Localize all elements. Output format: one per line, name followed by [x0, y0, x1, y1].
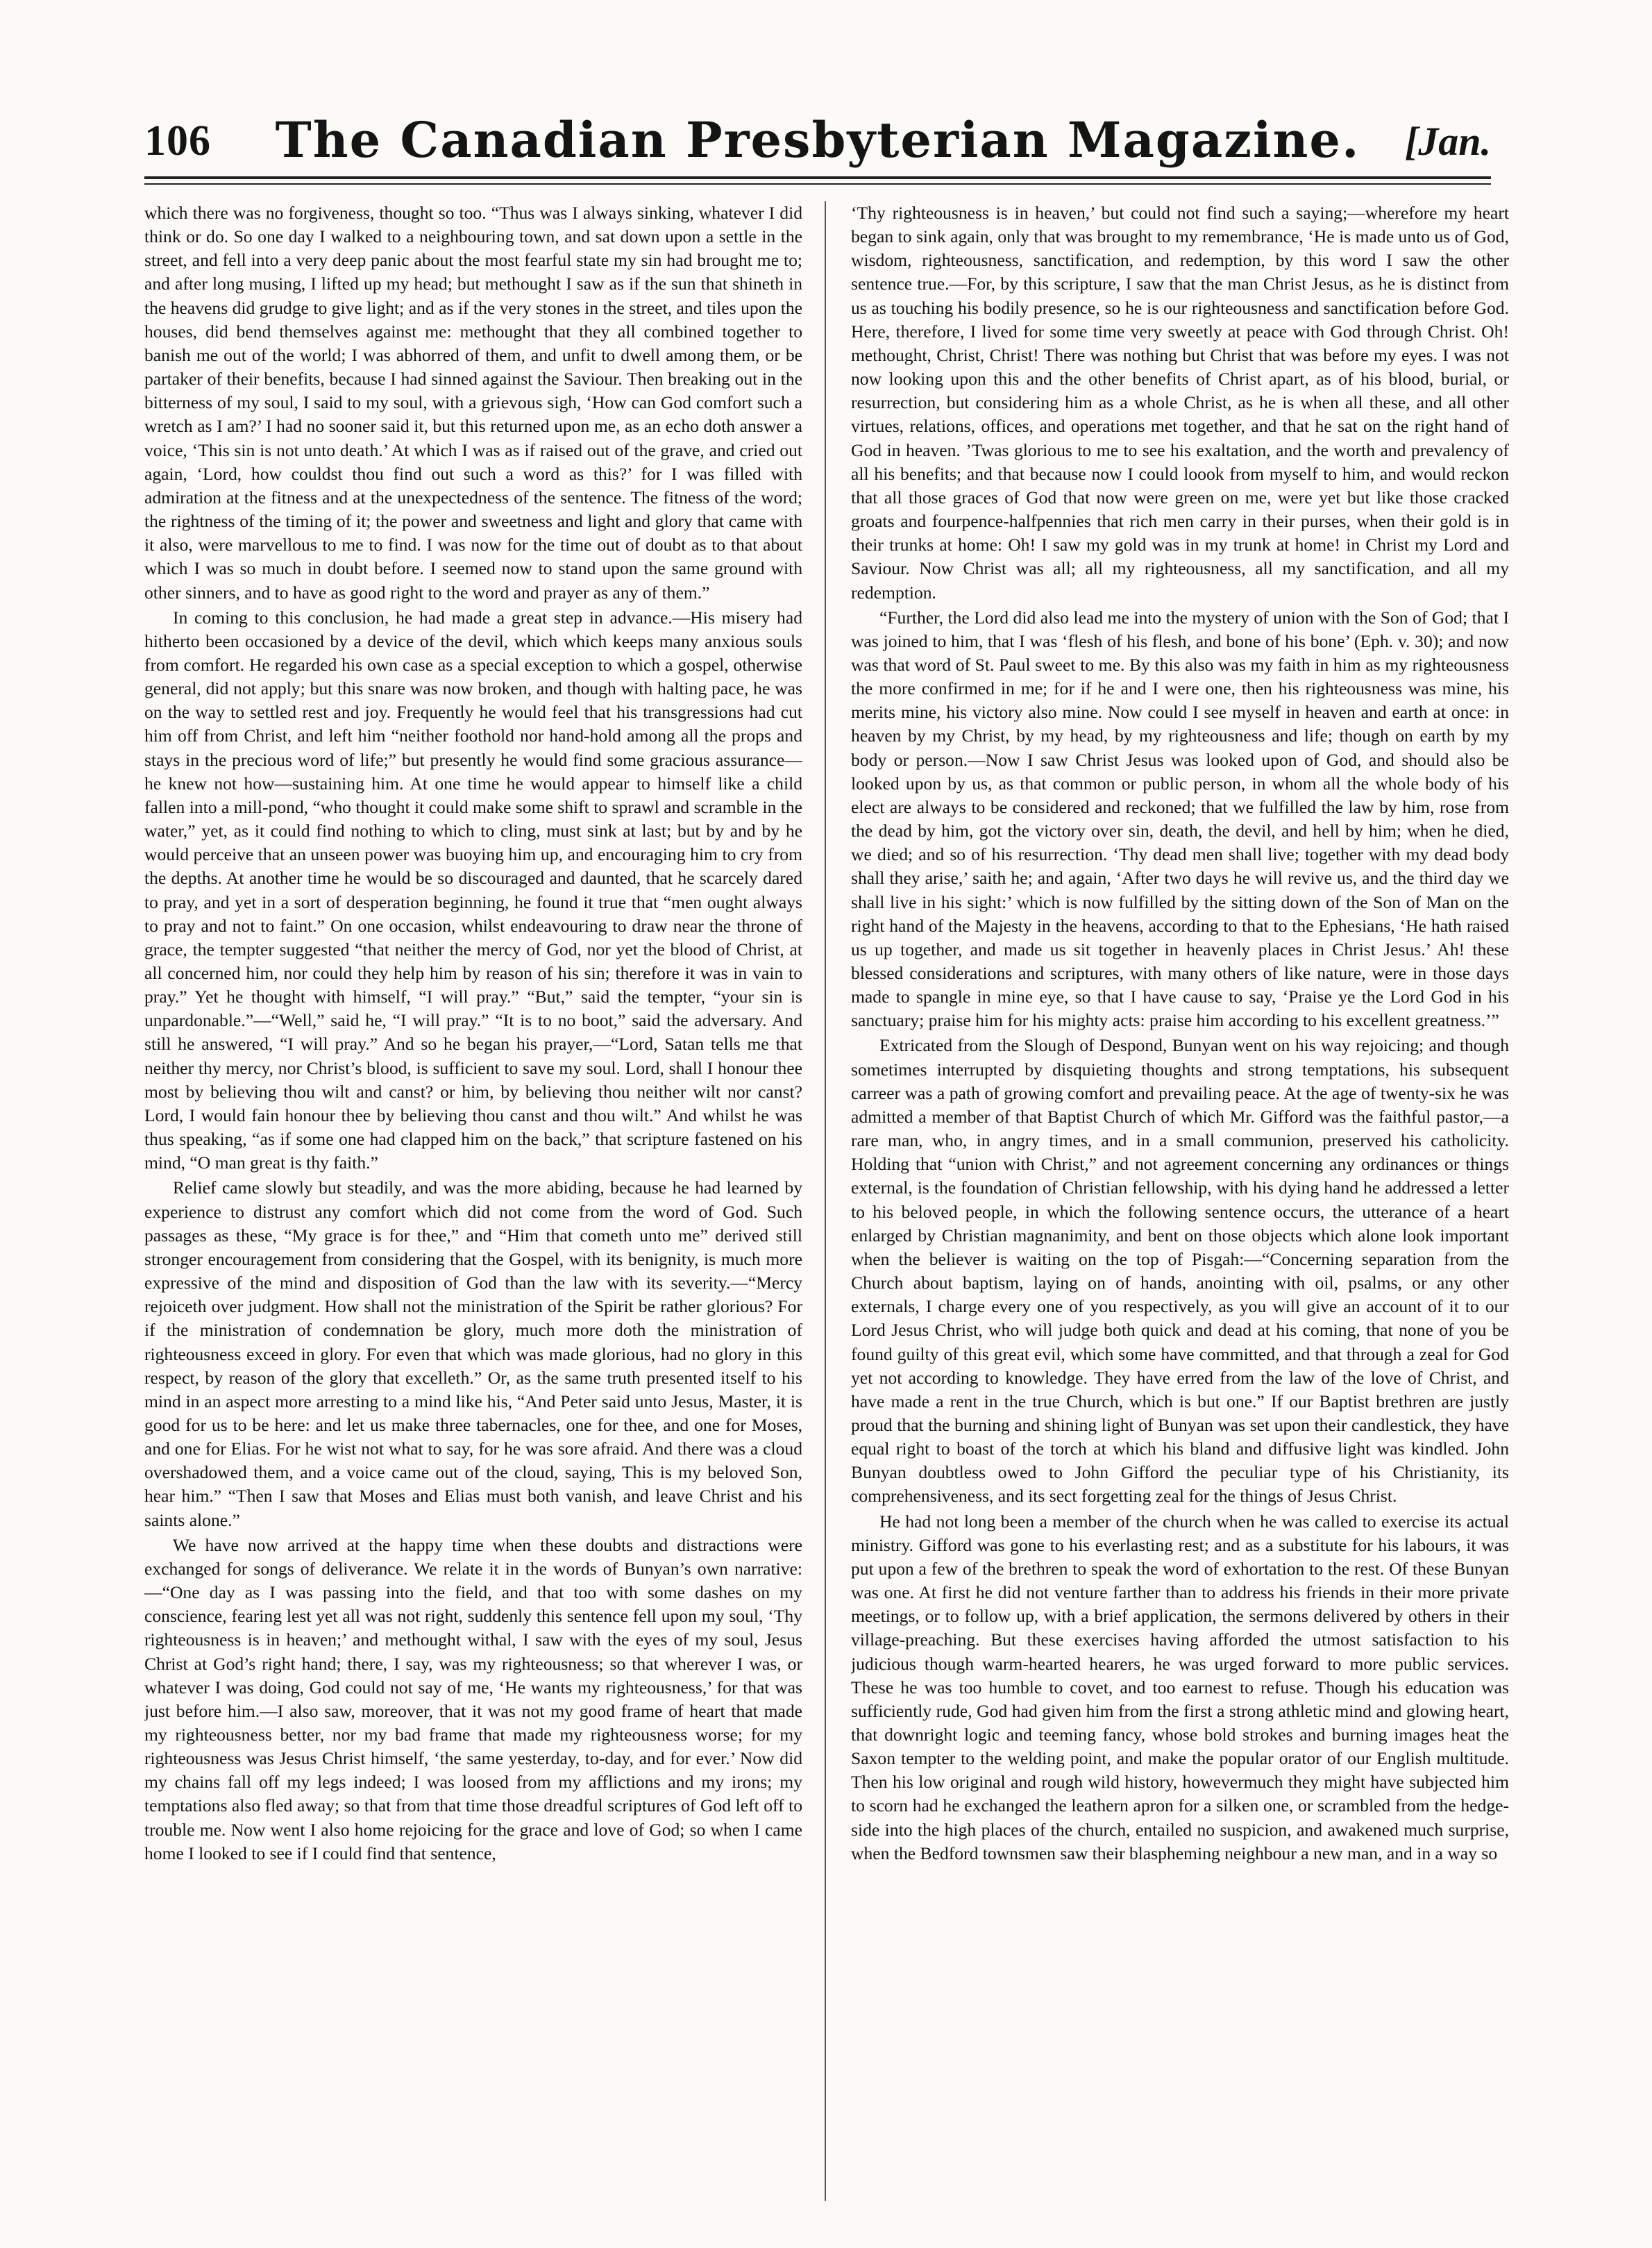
- header-rule-thin: [144, 183, 1491, 185]
- left-column: [144, 201, 802, 2215]
- paragraph: which there was no forgiveness, thought so too. “Thus was I always sinking, whatever I did think or do. So one day I walked to a neighbouring town, and sat down upon a settle in the street, and fell into a very deep panic about the most fearful state my sin had brought me to; and after long musing, I lifted up my head; but methought I saw as if the sun that shineth in the heavens did grudge to give light; and as if the very stones in the street, and tiles upon the houses, did bend themselves against me: methought that they all combined together to banish me out of the world; I was abhorred of them, and unfit to dwell among them, or be partaker of their benefits, because I had sinned against the Saviour. Then breaking out in the bitterness of my soul, I said to my soul, with a grievous sigh, ‘How can God comfort such a wretch as I am?’ I had no sooner said it, but this returned upon me, as an echo doth answer a voice, ‘This sin is not unto death.’ At which I was as if raised out of the grave, and cried out again, ‘Lord, how couldst thou find out such a word as this?’ for I was filled with admiration at the fitness and at the unexpectedness of the sentence. The fitness of the word; the rightness of the timing of it; the power and sweetness and light and glory that came with it also, were marvellous to me to find. I was now for the time out of doubt as to that about which I was so much in doubt before. I seemed now to stand upon the same ground with other sinners, and to have as good right to the word and prayer as any of them.”: [144, 203, 802, 603]
- paragraph: He had not long been a member of the church when he was called to exercise its actual ministry. Gifford was gone to his everlasting rest; and as a substitute for his labours, it was put upon a few of the brethren to speak the word of exhortation to the rest. Of these Bunyan was one. At first he did not venture farther than to address his friends in their more private meetings, or to follow up, with a brief application, the sermons delivered by others in their village-preaching. But these exercises having afforded the utmost satisfaction to his judicious though warm-hearted hearers, he was urged forward to more public services. These he was too humble to covet, and too earnest to refuse. Though his education was sufficiently rude, God had given him from the first a strong athletic mind and glowing heart, that downright logic and teeming fancy, whose bold strokes and burning images heat the Saxon tempter to the welding point, and make the popular orator of our English multitude. Then his low original and rough wild history, howevermuch they might have subjected him to scorn had he exchanged the leathern apron for a silken one, or scrambled from the hedge-side into the high places of the church, entailed no suspicion, and awakened much surprise, when the Bedford townsmen saw their blaspheming neighbour a new man, and in a way so: [851, 1511, 1509, 1863]
- right-column: [851, 201, 1509, 2215]
- masthead-title: The Canadian Presbyterian Magazine.: [275, 111, 1360, 169]
- issue-month: [Jan.: [1404, 119, 1491, 164]
- paragraph: ‘Thy righteousness is in heaven,’ but could not find such a saying;—wherefore my heart began to sink again, only that was brought to my remembrance, ‘He is made unto us of God, wisdom, righteousness, sanctification, and redemption, by this word I saw the other sentence true.—For, by this scripture, I saw that the man Christ Jesus, as he is distinct from us as touching his bodily presence, so he is our righteousness and sanctification before God. Here, therefore, I lived for some time very sweetly at peace with God through Christ. Oh! methought, Christ, Christ! There was nothing but Christ that was before my eyes. I was not now looking upon this and the other benefits of Christ apart, as of his blood, burial, or resurrection, but considering him as a whole Christ, as he is when all these, and all other virtues, relations, offices, and operations met together, and that he sat on the right hand of God in heaven. ’Twas glorious to me to see his exaltation, and the worth and prevalency of all his benefits; and that because now I could loook from myself to him, and would reckon that all those graces of God that now were green on me, were yet but like those cracked groats and fourpence-halfpennies that rich men carry in their purses, when their gold is in their trunks at home: Oh! I saw my gold was in my trunk at home! in Christ my Lord and Saviour. Now Christ was all; all my righteousness, all my sanctification, and all my redemption.: [851, 203, 1509, 603]
- paragraph: We have now arrived at the happy time when these doubts and distractions were exchanged for songs of deliverance. We relate it in the words of Bunyan’s own narrative:—“One day as I was passing into the field, and that too with some dashes on my conscience, fearing lest yet all was not right, suddenly this sentence fell upon my soul, ‘Thy righteousness is in heaven;’ and methought withal, I saw with the eyes of my soul, Jesus Christ at God’s right hand; there, I say, was my righteousness; so that wherever I was, or whatever I was doing, God could not say of me, ‘He wants my righteousness,’ for that was just before him.—I also saw, moreover, that it was not my good frame of heart that made my righteousness better, nor my bad frame that made my righteousness worse; for my righteousness was Jesus Christ himself, ‘the same yesterday, to-day, and for ever.’ Now did my chains fall off my legs indeed; I was loosed from my afflictions and my irons; my temptations also fled away; so that from that time those dreadful scriptures of God left off to trouble me. Now went I also home rejoicing for the grace and love of God; so when I came home I looked to see if I could find that sentence,: [144, 1534, 802, 1863]
- paragraph: Extricated from the Slough of Despond, Bunyan went on his way rejoicing; and though sometimes interrupted by disquieting thoughts and strong temptations, his subsequent carreer was a path of growing comfort and prevailing peace. At the age of twenty-six he was admitted a member of that Baptist Church of which Mr. Gifford was the faithful pastor,—a rare man, who, in angry times, and in a small communion, preserved his catholicity. Holding that “union with Christ,” and not agreement concerning any ordinances or things external, is the foundation of Christian fellowship, with his dying hand he addressed a letter to his beloved people, in which the following sentence occurs, the utterance of a heart enlarged by Christian magnanimity, and bent on those objects which alone look important when the believer is waiting on the top of Pisgah:—“Concerning separation from the Church about baptism, laying on of hands, anointing with oil, psalms, or any other externals, I charge every one of you respectively, as you will give an account of it to our Lord Jesus Christ, who will judge both quick and dead at his coming, that none of you be found guilty of this great evil, which some have committed, and that through a zeal for God yet not according to knowledge. They have erred from the law of the love of Christ, and have made a rent in the true Church, which is but one.” If our Baptist brethren are justly proud that the burning and shining light of Bunyan was set upon their candlestick, they have equal right to boast of the torch at which his bland and diffusive light was kindled. John Bunyan doubtless owed to John Gifford the peculiar type of his Christianity, its comprehensiveness, and its sect forgetting zeal for the things of Jesus Christ.: [851, 1035, 1509, 1507]
- column-divider: [825, 201, 826, 2201]
- paragraph: In coming to this conclusion, he had made a great step in advance.—His misery had hitherto been occasioned by a device of the devil, which which keeps many anxious souls from comfort. He regarded his own case as a special exception to which a gospel, otherwise general, did not apply; but this snare was now broken, and though with halting pace, he was on the way to settled rest and joy. Frequently he would feel that his transgressions had cut him off from Christ, and left him “neither foothold nor hand-hold among all the props and stays in the precious word of life;” but presently he would find some gracious assurance—he knew not how—sustaining him. At one time he would appear to himself like a child fallen into a mill-pond, “who thought it could make some shift to sprawl and scramble in the water,” yet, as it could find nothing to which to cling, must sink at last; but by and by he would perceive that an unseen power was buoying him up, and encouraging him to cry from the depths. At another time he would be so discouraged and daunted, that he scarcely dared to pray, and yet in a sort of desperation beginning, he found it true that “men ought always to pray and not to faint.” On one occasion, whilst endeavouring to draw near the throne of grace, the tempter suggested “that neither the mercy of God, nor yet the blood of Christ, at all concerned him, nor could they help him by reason of his sin; therefore it was in vain to pray.” Yet he thought with himself, “I will pray.” “But,” said the tempter, “your sin is unpardonable.”—“Well,” said he, “I will pray.” “It is to no boot,” said the adversary. And still he answered, “I will pray.” And so he began his prayer,—“Lord, Satan tells me that neither thy mercy, nor Christ’s blood, is sufficient to save my soul. Lord, shall I honour thee most by believing thou wilt and canst? or him, by believing thou neither wilt nor canst? Lord, I would fain honour thee by believing thou canst and thou wilt.” And whilst he was thus speaking, “as if some one had clapped him on the back,” that scripture fastened on his mind, “O man great is thy faith.”: [144, 607, 802, 1173]
- paragraph: Relief came slowly but steadily, and was the more abiding, because he had learned by experience to distrust any comfort which did not come from the word of God. Such passages as these, “My grace is for thee,” and “Him that cometh unto me” derived still stronger encouragement from considering that the Gospel, with its benignity, is much more expressive of the mind and disposition of God than the law with its severity.—“Mercy rejoiceth over judgment. How shall not the ministration of the Spirit be rather glorious? For if the ministration of condemnation be glory, much more doth the ministration of righteousness exceed in glory. For even that which was made glorious, had no glory in this respect, by reason of the glory that excelleth.” Or, as the same truth presented itself to his mind in an aspect more arresting to a mind like his, “And Peter said unto Jesus, Master, it is good for us to be here: and let us make three tabernacles, one for thee, and one for Moses, and one for Elias. For he wist not what to say, for he was sore afraid. And there was a cloud overshadowed them, and a voice came out of the cloud, saying, This is my beloved Son, hear him.” “Then I saw that Moses and Elias must both vanish, and leave Christ and his saints alone.”: [144, 1177, 802, 1530]
- page-number: 106: [144, 117, 211, 165]
- header-rule: [144, 176, 1491, 179]
- paragraph: “Further, the Lord did also lead me into the mystery of union with the Son of God; that I was joined to him, that I was ‘flesh of his flesh, and bone of his bone’ (Eph. v. 30); and now was that word of St. Paul sweet to me. By this also was my faith in him as my righteousness the more confirmed in me; for if he and I were one, then his righteousness was mine, his merits mine, his victory also mine. Now could I see myself in heaven and earth at once: in heaven by my Christ, by my head, by my righteousness and life; though on earth by my body or person.—Now I saw Christ Jesus was looked upon of God, and should also be looked upon by us, as that common or public person, in whom all the whole body of his elect are always to be considered and reckoned; that we fulfilled the law by him, rose from the dead by him, got the victory over sin, death, the devil, and hell by him; when he died, we died; and so of his resurrection. ‘Thy dead men shall live; together with my dead body shall they arise,’ saith he; and again, ‘After two days he will revive us, and the third day we shall live in his sight:’ which is now fulfilled by the sitting down of the Son of Man on the right hand of the Majesty in the heavens, according to that to the Ephesians, ‘He hath raised us up together, and made us sit together in heavenly places in Christ Jesus.’ Ah! these blessed considerations and scriptures, with many others of like nature, were in those days made to spangle in mine eye, so that I have cause to say, ‘Praise ye the Lord God in his sanctuary; praise him for his mighty acts: praise him according to his excellent greatness.’”: [851, 607, 1509, 1031]
